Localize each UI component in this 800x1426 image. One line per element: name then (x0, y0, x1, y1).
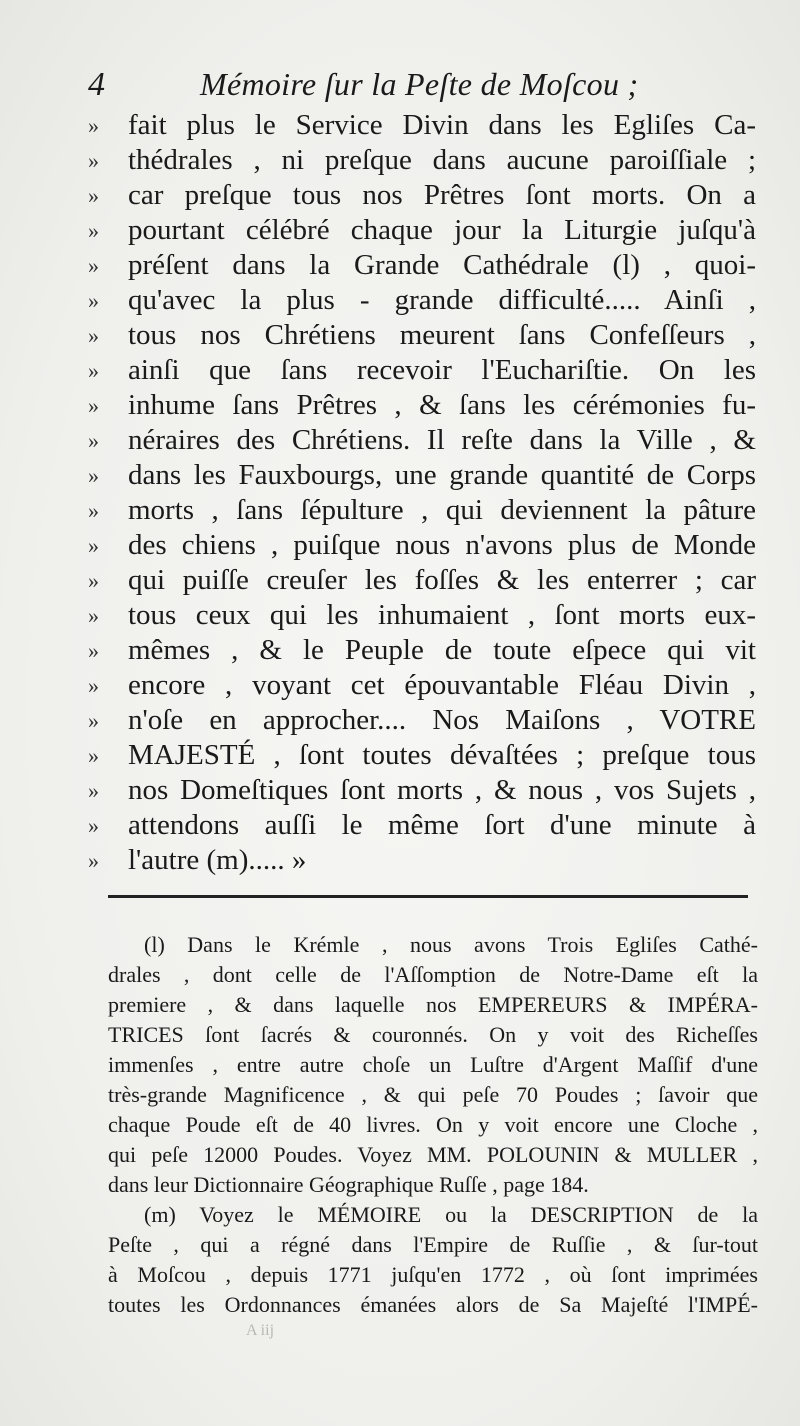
quote-mark: » (88, 358, 99, 383)
text-line: » mêmes , & le Peuple de toute eſpece qui vit (88, 634, 756, 666)
running-title: Mémoire ſur la Peſte de Moſcou ; (200, 66, 639, 102)
footnote-line: (m) Voyez le MÉMOIRE ou la DESCRIPTION de la (144, 1202, 758, 1227)
quote-mark: » (88, 743, 99, 768)
text-line: » dans les Fauxbourgs, une grande quantité de Corps (88, 459, 756, 491)
quote-mark: » (88, 498, 99, 523)
text-line: » car preſque tous nos Prêtres ſont morts. On a (88, 179, 756, 211)
footnote-line: premiere , & dans laquelle nos EMPEREURS & IMPÉRA- (108, 992, 758, 1017)
quote-mark: » (88, 288, 99, 313)
quote-mark: » (88, 463, 99, 488)
quote-mark: » (88, 638, 99, 663)
quote-mark: » (88, 533, 99, 558)
main-text (88, 108, 756, 878)
text-line: » néraires des Chrétiens. Il reſte dans la Ville , & (88, 424, 756, 456)
text-line: » tous ceux qui les inhumaient , ſont morts eux- (88, 599, 756, 631)
quote-mark: » (88, 568, 99, 593)
text-line: » qu'avec la plus - grande difficulté..... Ainſi , (88, 284, 756, 316)
text-line: » encore , voyant cet épouvantable Fléau Divin , (88, 669, 756, 701)
page-number: 4 (88, 66, 105, 103)
quote-mark: » (88, 323, 99, 348)
quote-mark: » (88, 813, 99, 838)
footnote-line: chaque Poude eſt de 40 livres. On y voit encore une Cloche , (108, 1112, 758, 1137)
text-line: » n'oſe en approcher.... Nos Maiſons , VOTRE (88, 704, 756, 736)
signature-mark: A iij (246, 1322, 275, 1339)
footnote-line: immenſes , entre autre choſe un Luſtre d'Argent Maſſif d'une (108, 1052, 758, 1077)
quote-mark: » (88, 393, 99, 418)
text-line: » fait plus le Service Divin dans les Egliſes Ca- (88, 109, 756, 141)
text-line: » attendons auſſi le même ſort d'une minute à (88, 809, 756, 841)
footnote-line: drales , dont celle de l'Aſſomption de Notre-Dame eſt la (108, 962, 758, 987)
text-line: » ainſi que ſans recevoir l'Euchariſtie. On les (88, 354, 756, 386)
quote-mark: » (88, 218, 99, 243)
text-line: » thédrales , ni preſque dans aucune paroiſſiale ; (88, 144, 756, 176)
text-line: » morts , ſans ſépulture , qui deviennent la pâture (88, 494, 756, 526)
quote-mark: » (88, 603, 99, 628)
quote-mark: » (88, 183, 99, 208)
footnote-line: toutes les Ordonnances émanées alors de Sa Majeſté l'IMPÉ- (108, 1292, 758, 1317)
quote-mark: » (88, 708, 99, 733)
footnote-line: TRICES ſont ſacrés & couronnés. On y voit des Richeſſes (108, 1022, 758, 1047)
text-line: » inhume ſans Prêtres , & ſans les cérémonies fu- (88, 389, 756, 421)
footnotes (108, 930, 758, 1320)
footnote-line: très-grande Magnificence , & qui peſe 70 Poudes ; ſavoir que (108, 1082, 758, 1107)
text-line: » qui puiſſe creuſer les foſſes & les enterrer ; car (88, 564, 756, 596)
quote-mark: » (88, 848, 99, 873)
footnote-line: à Moſcou , depuis 1771 juſqu'en 1772 , où ſont imprimées (108, 1262, 758, 1287)
footnote-line: dans leur Dictionnaire Géographique Ruſſe , page 184. (108, 1172, 589, 1197)
quote-mark: » (88, 428, 99, 453)
footnote-line: (l) Dans le Krémle , nous avons Trois Egliſes Cathé- (144, 932, 758, 957)
page-header (88, 66, 748, 114)
text-line: » tous nos Chrétiens meurent ſans Confeſſeurs , (88, 319, 756, 351)
quote-mark: » (88, 113, 99, 138)
text-line: » nos Domeſtiques ſont morts , & nous , vos Sujets , (88, 774, 756, 806)
quote-mark: » (88, 253, 99, 278)
text-line: » MAJESTÉ , ſont toutes dévaſtées ; preſque tous (88, 739, 756, 771)
text-line: » pourtant célébré chaque jour la Liturgie juſqu'à (88, 214, 756, 246)
footnote-line: Peſte , qui a régné dans l'Empire de Ruſſie , & ſur-tout (108, 1232, 758, 1257)
text-line: » préſent dans la Grande Cathédrale (l) , quoi- (88, 249, 756, 281)
quote-mark: » (88, 778, 99, 803)
quote-mark: » (88, 673, 99, 698)
text-line: » des chiens , puiſque nous n'avons plus de Monde (88, 529, 756, 561)
footnote-line: qui peſe 12000 Poudes. Voyez MM. POLOUNIN & MULLER , (108, 1142, 758, 1167)
text-line: » l'autre (m)..... » (88, 844, 307, 876)
footnote-separator-rule (108, 895, 748, 898)
quote-mark: » (88, 148, 99, 173)
